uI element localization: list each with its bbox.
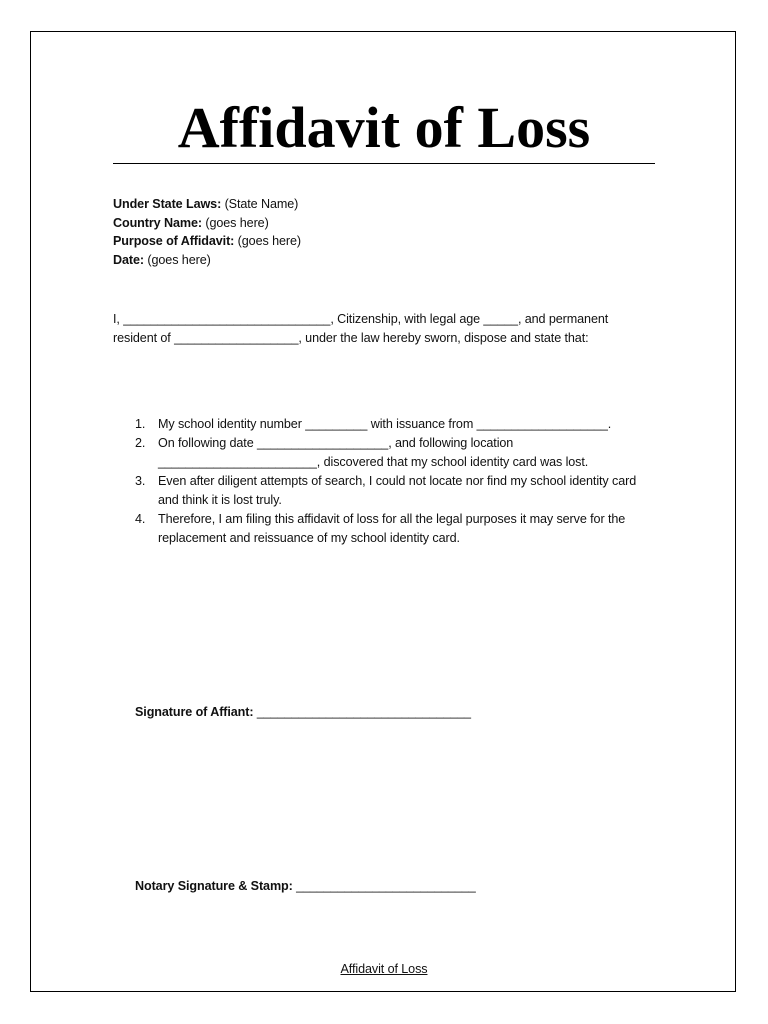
meta-value: (goes here) (144, 253, 211, 268)
list-item (113, 472, 673, 510)
list-item-number: 4. (135, 512, 146, 526)
affiant-signature-blank: _______________________________ (253, 705, 471, 719)
list-item (113, 434, 673, 472)
document-title: Affidavit of Loss (177, 95, 591, 160)
intro-line: I, ______________________________, Citizenship, with legal age _____, and permanent (113, 312, 609, 326)
meta-row-country-name (113, 214, 673, 233)
intro-line: resident of __________________, under the law hereby sworn, dispose and state that: (113, 331, 589, 345)
list-item-text: and think it is lost truly. (158, 493, 282, 507)
list-item-number: 2. (135, 436, 146, 450)
meta-row-date (113, 251, 673, 270)
list-item-text: replacement and reissuance of my school identity card. (158, 531, 460, 545)
list-item-number: 3. (135, 474, 146, 488)
list-item-text: On following date ___________________, and following location (158, 436, 514, 450)
meta-value: (goes here) (234, 234, 301, 249)
list-item-number: 1. (135, 417, 146, 431)
list-item-text: Therefore, I am filing this affidavit of loss for all the legal purposes it may serve for the (158, 512, 626, 526)
list-item (113, 415, 673, 434)
meta-block (113, 195, 673, 270)
statement-list (113, 415, 673, 548)
list-item (113, 510, 673, 548)
page-footer (0, 960, 768, 979)
list-item-text: My school identity number _________ with issuance from ___________________. (158, 417, 612, 431)
intro-paragraph (113, 310, 673, 348)
affiant-signature-line (135, 703, 471, 722)
title-underline-rule (113, 163, 655, 164)
meta-row-state-laws (113, 195, 673, 214)
meta-label: Country Name: (113, 215, 202, 230)
notary-signature-line (135, 877, 476, 896)
footer-text: Affidavit of Loss (340, 962, 428, 976)
list-item-text: _______________________, discovered that my school identity card was lost. (158, 455, 589, 469)
meta-value: (goes here) (201, 215, 269, 230)
meta-label: Date: (113, 253, 144, 268)
meta-value: (State Name) (221, 197, 299, 211)
list-item-text: Even after diligent attempts of search, I could not locate nor find my school identity card (158, 474, 637, 488)
meta-label: Purpose of Affidavit: (113, 234, 235, 249)
meta-label: Under State Laws: (113, 197, 222, 211)
notary-signature-label: Notary Signature & Stamp: (135, 879, 293, 893)
notary-signature-blank: __________________________ (292, 879, 476, 893)
meta-row-purpose (113, 232, 673, 251)
affiant-signature-label: Signature of Affiant: (135, 705, 254, 719)
